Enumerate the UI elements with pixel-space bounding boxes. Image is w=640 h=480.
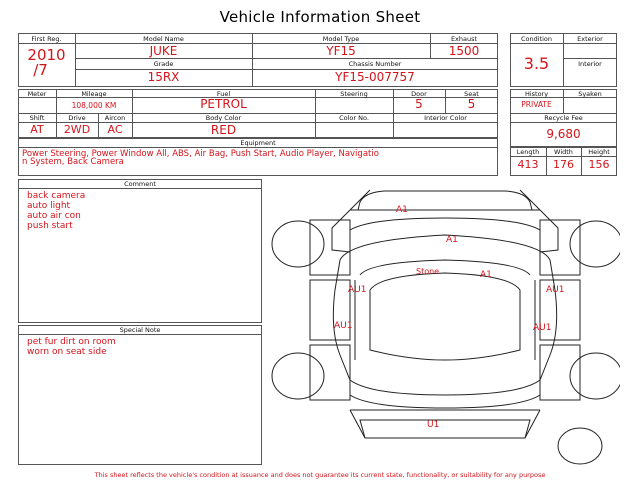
tire-front-right (570, 221, 620, 267)
roof (370, 290, 520, 360)
damage-mark-rear-bumper: U1 (427, 420, 440, 430)
comment-line: auto light (27, 201, 71, 211)
mileage-value: 108,000 KM (71, 101, 117, 110)
exhaust-value: 1500 (448, 44, 480, 58)
comment-line: auto air con (27, 211, 81, 221)
interior-label: Interior (578, 60, 602, 68)
tire-rear-left (272, 353, 324, 399)
mileage-label: Mileage (81, 90, 107, 98)
aircon-label: Aircon (104, 114, 126, 122)
damage-mark-windshield: A1 (446, 235, 458, 245)
height-label: Height (588, 148, 610, 156)
damage-mark-right-door: AU1 (533, 323, 552, 333)
fuel-label: Fuel (216, 90, 231, 98)
first-reg-month: /7 (33, 61, 48, 79)
body-color-value: RED (210, 123, 237, 137)
seat-value: 5 (467, 97, 476, 111)
length-value: 413 (517, 158, 539, 171)
tire-rear-right (570, 353, 620, 399)
damage-mark-left-door: AU1 (334, 321, 353, 331)
body-outline (333, 260, 556, 395)
grade-value: 15RX (147, 70, 180, 84)
chassis-number-value: YF15-007757 (335, 70, 415, 84)
spare-tire (558, 428, 602, 464)
windshield-bottom (340, 235, 550, 260)
damage-mark-right-front-fender: AU1 (546, 285, 565, 295)
equipment-label: Equipment (240, 139, 276, 147)
meter-label: Meter (27, 90, 47, 98)
steering-label: Steering (340, 90, 368, 98)
aircon-value: AC (107, 123, 123, 136)
damage-mark-left-front-fender: AU1 (348, 285, 367, 295)
comment-label: Comment (124, 180, 156, 188)
seat-label: Seat (464, 90, 479, 98)
exterior-label: Exterior (577, 35, 603, 43)
special-note-list (27, 337, 116, 357)
disclaimer-footer: This sheet reflects the vehicle's condition at issuance and does not guarantee its current state, functionality, or suitability for any purpose (94, 471, 546, 479)
equipment-line-2: n System, Back Camera (22, 157, 124, 167)
roof-front (370, 273, 520, 290)
sheet-title: Vehicle Information Sheet (219, 8, 421, 26)
fuel-value: PETROL (200, 97, 247, 111)
drive-label: Drive (68, 114, 86, 122)
tire-front-left (272, 221, 324, 267)
exhaust-label: Exhaust (450, 35, 478, 43)
damage-mark-roof: A1 (480, 270, 492, 280)
condition-label: Condition (520, 35, 553, 43)
recycle-fee-value: 9,680 (546, 127, 581, 141)
front-bumper-outline (358, 191, 532, 210)
drive-value: 2WD (63, 123, 91, 136)
height-value: 156 (588, 158, 610, 171)
model-type-label: Model Type (322, 35, 360, 43)
history-label: History (524, 90, 549, 98)
shift-value: AT (30, 123, 44, 136)
damage-mark-roof-stone: Stone (416, 267, 440, 276)
grade-label: Grade (153, 60, 174, 68)
comment-line: back camera (27, 191, 86, 201)
first-reg-label: First Reg. (31, 35, 62, 43)
left-door-panel (310, 280, 353, 340)
door-label: Door (411, 90, 427, 98)
interior-color-label: Interior Color (424, 114, 467, 122)
width-label: Width (554, 148, 573, 156)
rear-bumper-outline (360, 420, 530, 438)
model-name-value: JUKE (149, 44, 178, 58)
body-color-label: Body Color (205, 114, 242, 122)
model-name-label: Model Name (143, 35, 184, 43)
door-value: 5 (415, 97, 423, 111)
special-note-line: worn on seat side (27, 347, 107, 357)
equipment-line-1: Power Steering, Power Window All, ABS, Air Bag, Push Start, Audio Player, Navigatio (22, 149, 379, 159)
color-no-label: Color No. (339, 114, 369, 122)
special-note-line: pet fur dirt on room (27, 337, 116, 347)
history-value: PRIVATE (521, 100, 552, 109)
condition-value: 3.5 (523, 54, 550, 73)
first-reg-year: 2010 (27, 46, 66, 64)
syaken-label: Syaken (578, 90, 602, 98)
comment-list (27, 191, 85, 231)
width-value: 176 (553, 158, 574, 171)
chassis-number-label: Chassis Number (348, 60, 402, 68)
length-label: Length (516, 148, 540, 156)
special-note-label: Special Note (119, 326, 161, 334)
comment-line: push start (27, 221, 73, 231)
recycle-fee-label: Recycle Fee (544, 114, 583, 122)
model-type-value: YF15 (326, 44, 356, 58)
shift-label: Shift (29, 114, 45, 122)
hood-line (350, 218, 540, 230)
damage-mark-hood: A1 (396, 205, 408, 215)
car-damage-diagram (270, 180, 620, 470)
